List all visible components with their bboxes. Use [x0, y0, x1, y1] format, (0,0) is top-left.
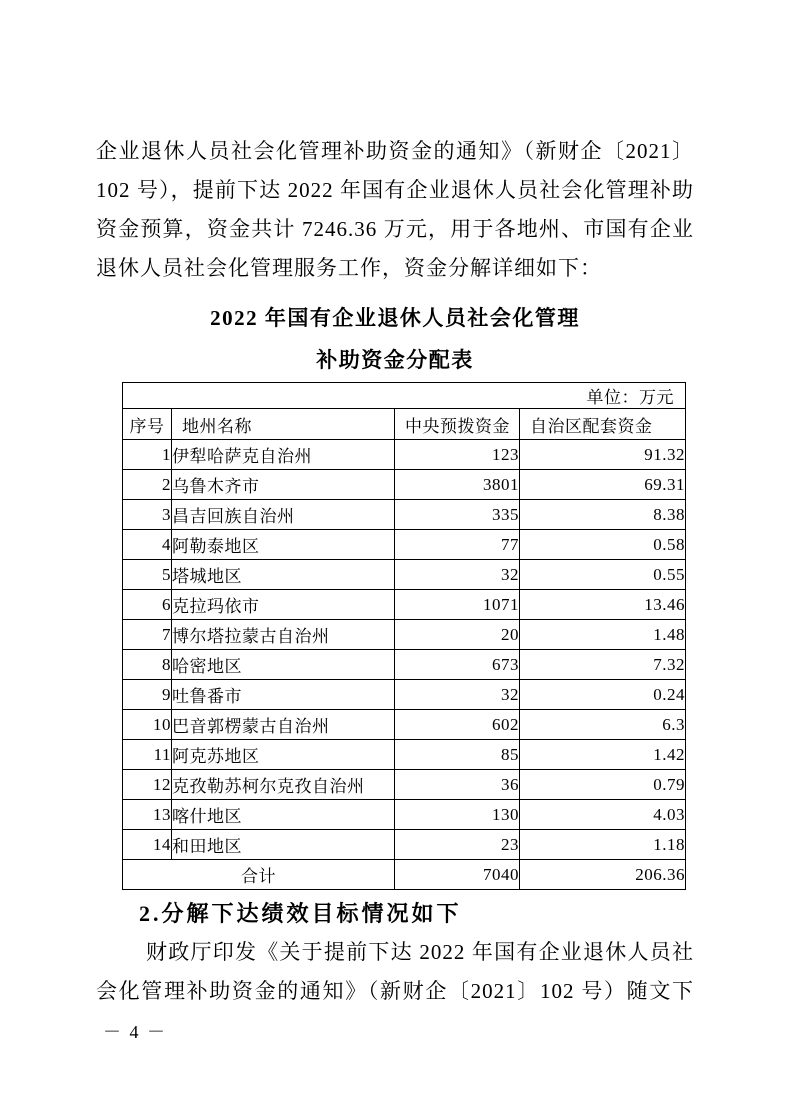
header-serial: 序号 [123, 409, 172, 440]
cell-region-name: 伊犁哈萨克自治州 [172, 440, 395, 470]
cell-region-name: 博尔塔拉蒙古自治州 [172, 620, 395, 650]
cell-regional-amount: 1.18 [520, 830, 686, 860]
intro-line: 资金预算，资金共计 7246.36 万元，用于各地州、市国有企业 [96, 217, 694, 241]
cell-serial: 6 [123, 590, 172, 620]
cell-serial: 4 [123, 530, 172, 560]
total-regional-amount: 206.36 [520, 860, 686, 890]
cell-regional-amount: 1.48 [520, 620, 686, 650]
cell-central-amount: 1071 [395, 590, 520, 620]
cell-region-name: 巴音郭楞蒙古自治州 [172, 710, 395, 740]
cell-central-amount: 23 [395, 830, 520, 860]
cell-regional-amount: 91.32 [520, 440, 686, 470]
cell-region-name: 喀什地区 [172, 800, 395, 830]
table-header-row [123, 409, 686, 440]
cell-regional-amount: 13.46 [520, 590, 686, 620]
header-region-name: 地州名称 [172, 409, 395, 440]
intro-line: 退休人员社会化管理服务工作，资金分解详细如下： [96, 256, 602, 280]
table-row [123, 440, 686, 470]
cell-region-name: 昌吉回族自治州 [172, 500, 395, 530]
cell-central-amount: 20 [395, 620, 520, 650]
table-row [123, 830, 686, 860]
cell-regional-amount: 4.03 [520, 800, 686, 830]
intro-paragraph [96, 132, 694, 288]
table-title-line1: 2022 年国有企业退休人员社会化管理 [210, 306, 580, 330]
intro-line: 102 号），提前下达 2022 年国有企业退休人员社会化管理补助 [96, 178, 694, 202]
cell-central-amount: 77 [395, 530, 520, 560]
total-label: 合计 [123, 860, 395, 890]
cell-region-name: 阿勒泰地区 [172, 530, 395, 560]
table-row [123, 560, 686, 590]
table-title [96, 297, 694, 381]
cell-serial: 7 [123, 620, 172, 650]
total-row [123, 860, 686, 890]
section-2 [96, 894, 694, 1011]
cell-serial: 8 [123, 650, 172, 680]
cell-central-amount: 85 [395, 740, 520, 770]
cell-regional-amount: 1.42 [520, 740, 686, 770]
table-title-line2: 补助资金分配表 [316, 348, 474, 372]
cell-central-amount: 602 [395, 710, 520, 740]
cell-region-name: 克孜勒苏柯尔克孜自治州 [172, 770, 395, 800]
cell-serial: 5 [123, 560, 172, 590]
cell-region-name: 哈密地区 [172, 650, 395, 680]
cell-serial: 2 [123, 470, 172, 500]
table-row [123, 530, 686, 560]
cell-serial: 10 [123, 710, 172, 740]
cell-serial: 9 [123, 680, 172, 710]
page-number: － 4 － [103, 1022, 167, 1042]
header-central-funds: 中央预拨资金 [395, 409, 520, 440]
cell-serial: 14 [123, 830, 172, 860]
cell-regional-amount: 0.55 [520, 560, 686, 590]
total-central-amount: 7040 [395, 860, 520, 890]
cell-serial: 12 [123, 770, 172, 800]
cell-serial: 13 [123, 800, 172, 830]
table-row [123, 740, 686, 770]
cell-regional-amount: 0.79 [520, 770, 686, 800]
unit-row [123, 383, 686, 409]
cell-central-amount: 335 [395, 500, 520, 530]
table-row [123, 620, 686, 650]
cell-regional-amount: 8.38 [520, 500, 686, 530]
header-regional-funds: 自治区配套资金 [520, 409, 686, 440]
cell-region-name: 吐鲁番市 [172, 680, 395, 710]
table-row [123, 800, 686, 830]
cell-serial: 11 [123, 740, 172, 770]
cell-central-amount: 32 [395, 560, 520, 590]
cell-serial: 3 [123, 500, 172, 530]
table-row [123, 710, 686, 740]
section-2-line: 会化管理补助资金的通知》（新财企〔2021〕102 号）随文下 [96, 979, 694, 1003]
cell-central-amount: 123 [395, 440, 520, 470]
cell-regional-amount: 69.31 [520, 470, 686, 500]
table-body [123, 440, 686, 860]
table-row [123, 500, 686, 530]
cell-central-amount: 36 [395, 770, 520, 800]
unit-note: 单位：万元 [123, 383, 686, 409]
table-row [123, 650, 686, 680]
table-row [123, 770, 686, 800]
intro-line: 企业退休人员社会化管理补助资金的通知》（新财企〔2021〕 [96, 139, 694, 163]
cell-region-name: 克拉玛依市 [172, 590, 395, 620]
table-row [123, 590, 686, 620]
table-row [123, 680, 686, 710]
cell-central-amount: 130 [395, 800, 520, 830]
cell-serial: 1 [123, 440, 172, 470]
table-row [123, 470, 686, 500]
cell-region-name: 塔城地区 [172, 560, 395, 590]
cell-region-name: 乌鲁木齐市 [172, 470, 395, 500]
cell-central-amount: 3801 [395, 470, 520, 500]
cell-central-amount: 673 [395, 650, 520, 680]
cell-regional-amount: 7.32 [520, 650, 686, 680]
cell-regional-amount: 0.24 [520, 680, 686, 710]
allocation-table [122, 382, 686, 890]
section-2-heading: 2.分解下达绩效目标情况如下 [139, 901, 462, 926]
cell-region-name: 和田地区 [172, 830, 395, 860]
cell-regional-amount: 0.58 [520, 530, 686, 560]
section-2-line: 财政厅印发《关于提前下达 2022 年国有企业退休人员社 [146, 940, 694, 964]
cell-region-name: 阿克苏地区 [172, 740, 395, 770]
cell-regional-amount: 6.3 [520, 710, 686, 740]
cell-central-amount: 32 [395, 680, 520, 710]
